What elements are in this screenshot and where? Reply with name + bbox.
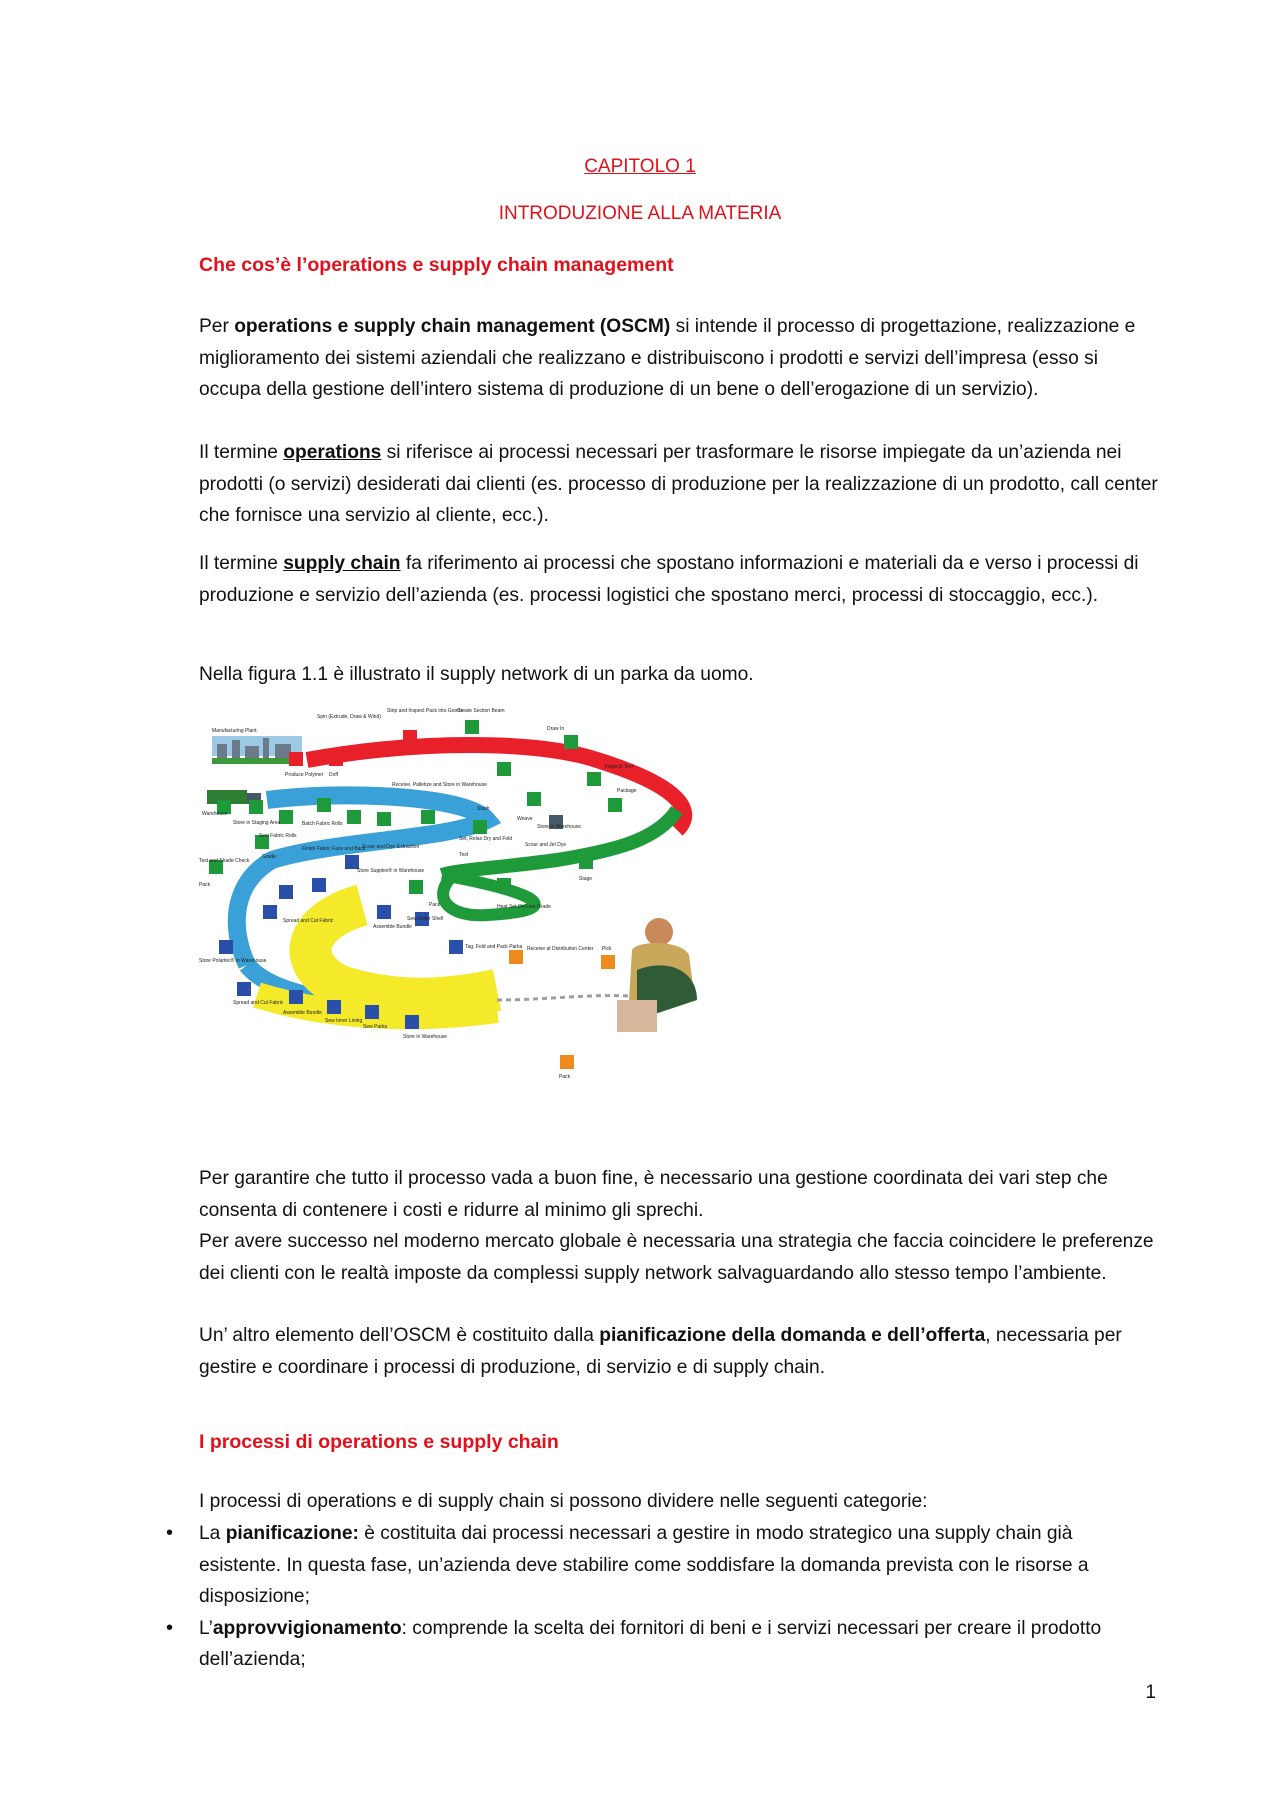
- label-strip: Strip and Inspect Pack into Goods: [387, 708, 463, 714]
- section-heading-oscm: Che cos’è l’operations e supply chain management: [199, 254, 674, 276]
- text: Il termine: [199, 553, 284, 574]
- list-item: [166, 1518, 1159, 1613]
- label-slash: Slash: [477, 806, 490, 812]
- text: si intende il processo di progettazione, realizzazione e miglioramento dei sistemi aziendali che realizzano e distribuiscono i prodotti e servizi dell’impresa (esso si occupa della gestione dell’intero sistema di produzione di un bene o dell’erogazione di un servizio).: [199, 316, 1136, 400]
- label-spin: Spin (Extrude, Draw & Wind): [317, 714, 381, 720]
- label-storewh: Store in Warehouse: [537, 824, 582, 830]
- chapter-subtitle: INTRODUZIONE ALLA MATERIA: [498, 203, 782, 224]
- label-warehouse: Warehouse: [202, 811, 228, 817]
- paragraph-strategy: Per avere successo nel moderno mercato globale è necessaria una strategia che faccia coincidere le preferenze dei clienti con le realtà imposte da complessi supply network salvaguardando allo stesso tempo l’ambiente.: [199, 1231, 1154, 1284]
- label-storewh2: Store in Warehouse: [403, 1034, 448, 1040]
- bold-term: pianificazione:: [225, 1523, 359, 1544]
- customer-illustration: [617, 918, 697, 1032]
- label-setrelax: Set, Relax Dry and Fold: [459, 836, 513, 842]
- label-pack2: Pack: [429, 902, 441, 908]
- label-produce: Produce Polymer: [285, 772, 324, 778]
- label-sewinner: Sew Inner Lining: [325, 1018, 363, 1024]
- label-storesup: Store Supplex® in Warehouse: [357, 868, 425, 874]
- label-scourdye: Scour and Dye: [362, 844, 396, 850]
- label-assemble: Assemble Bundle: [373, 924, 412, 930]
- bullet-icon: •: [166, 1616, 174, 1639]
- bold-term-planning: pianificazione della domanda e dell’offerta: [599, 1325, 986, 1346]
- label-scourjet: Scour and Jet Dye: [525, 842, 567, 848]
- process-icons: [209, 720, 622, 1069]
- label-plant: Manufacturing Plant: [212, 728, 257, 734]
- paragraph-oscm-definition: [199, 311, 1159, 406]
- term-supply-chain: supply chain: [283, 553, 401, 574]
- section-heading-processes: I processi di operations e supply chain: [199, 1431, 559, 1453]
- text: : comprende la scelta dei fornitori di beni e i servizi necessari per creare il prodotto dell’azienda;: [199, 1617, 1102, 1670]
- manufacturing-plant-illustration: [212, 736, 302, 764]
- label-heatset: Heat Set On-Line Grade: [497, 904, 551, 910]
- bold-term-oscm: operations e supply chain management (OSCM): [234, 316, 671, 337]
- label-sewouter: Sew Outer Shell: [407, 916, 444, 922]
- label-pack3: Pack: [559, 1074, 571, 1080]
- page-number: 1: [1145, 1682, 1156, 1703]
- label-inspect: Inspect/ Test: [605, 764, 633, 770]
- label-finish: Finish Fabric Face and Back: [302, 846, 366, 852]
- label-testshade: Test and Shade Check: [199, 858, 250, 864]
- label-test: Test: [459, 852, 469, 858]
- category-list: [166, 1518, 1159, 1676]
- text: La: [199, 1523, 226, 1544]
- text: fa riferimento ai processi che spostano informazioni e materiali da e verso i processi di produzione e servizio dell’azienda (es. processi logistici che spostano merci, processi di stoccaggio, ecc.).: [199, 553, 1139, 606]
- label-weave: Weave: [517, 816, 533, 822]
- label-create: Create Section Beam: [457, 708, 505, 714]
- label-grade: Grade: [262, 854, 276, 860]
- label-batch: Batch Fabric Rolls: [302, 821, 343, 827]
- bold-term: approvvigionamento: [212, 1617, 402, 1639]
- label-doff: Doff: [329, 772, 339, 778]
- label-receivedc: Receive at Distribution Center: [527, 946, 594, 952]
- paragraph-coordination: Per garantire che tutto il processo vada a buon fine, è necessario una gestione coordinata dei vari step che consenta di contenere i costi e ridurre al minimo gli sprechi.: [199, 1168, 1108, 1221]
- label-storepolartec: Store Polartec® in Warehouse: [199, 958, 267, 964]
- label-pack: Pack: [199, 882, 211, 888]
- label-drawin: Draw In: [547, 726, 565, 732]
- term-operations: operations: [283, 442, 382, 463]
- label-extract: Extraction: [397, 844, 420, 850]
- paragraph-supply-chain: [199, 548, 1159, 611]
- paragraph-categories-intro: I processi di operations e di supply chain si possono dividere nelle seguenti categorie:: [199, 1491, 928, 1512]
- label-stage: Stage: [579, 876, 593, 882]
- paragraph-operations: [199, 437, 1159, 532]
- label-spread: Spread and Cut Fabric: [283, 918, 334, 924]
- text: Per: [199, 316, 235, 337]
- text: Un’ altro elemento dell’OSCM è costituito dalla: [199, 1325, 600, 1346]
- text: è costituita dai processi necessari a gestire in modo strategico una supply chain già esistente. In questa fase, un’azienda deve stabilire come soddisfare la domanda prevista con le risorse a disposizione;: [199, 1523, 1089, 1607]
- label-receive: Receive, Palletize and Store in Warehouse: [392, 782, 487, 788]
- text: L’: [199, 1617, 213, 1639]
- label-tag: Tag, Fold and Pack Parka: [465, 944, 523, 950]
- supply-network-figure: [197, 700, 747, 1112]
- text: Il termine: [199, 442, 284, 463]
- text: si riferisce ai processi necessari per trasformare le risorse impiegate da un’azienda nei prodotti (o servizi) desiderati dai clienti (es. processo di produzione per la realizzazione di un prodotto, call center che fornisce una servizio al cliente, ecc.).: [199, 442, 1158, 526]
- label-sewrolls: Sew Fabric Rolls: [259, 833, 297, 839]
- label-spread2: Spread and Cut Fabric: [233, 1000, 284, 1006]
- label-pick: Pick: [602, 946, 612, 952]
- chapter-title: CAPITOLO 1: [584, 156, 696, 177]
- label-sewparka: Sew Parka: [363, 1024, 388, 1030]
- label-package: Package: [617, 788, 637, 794]
- text: , necessaria per gestire e coordinare i processi di produzione, di servizio e di supply chain.: [199, 1325, 1122, 1378]
- label-staging: Store in Staging Area: [233, 820, 281, 826]
- list-item: [166, 1613, 1159, 1676]
- bullet-icon: •: [166, 1522, 174, 1544]
- label-assemble2: Assemble Bundle: [283, 1010, 322, 1016]
- paragraph-figure-intro: Nella figura 1.1 è illustrato il supply network di un parka da uomo.: [199, 664, 754, 685]
- paragraph-planning: [199, 1320, 1159, 1383]
